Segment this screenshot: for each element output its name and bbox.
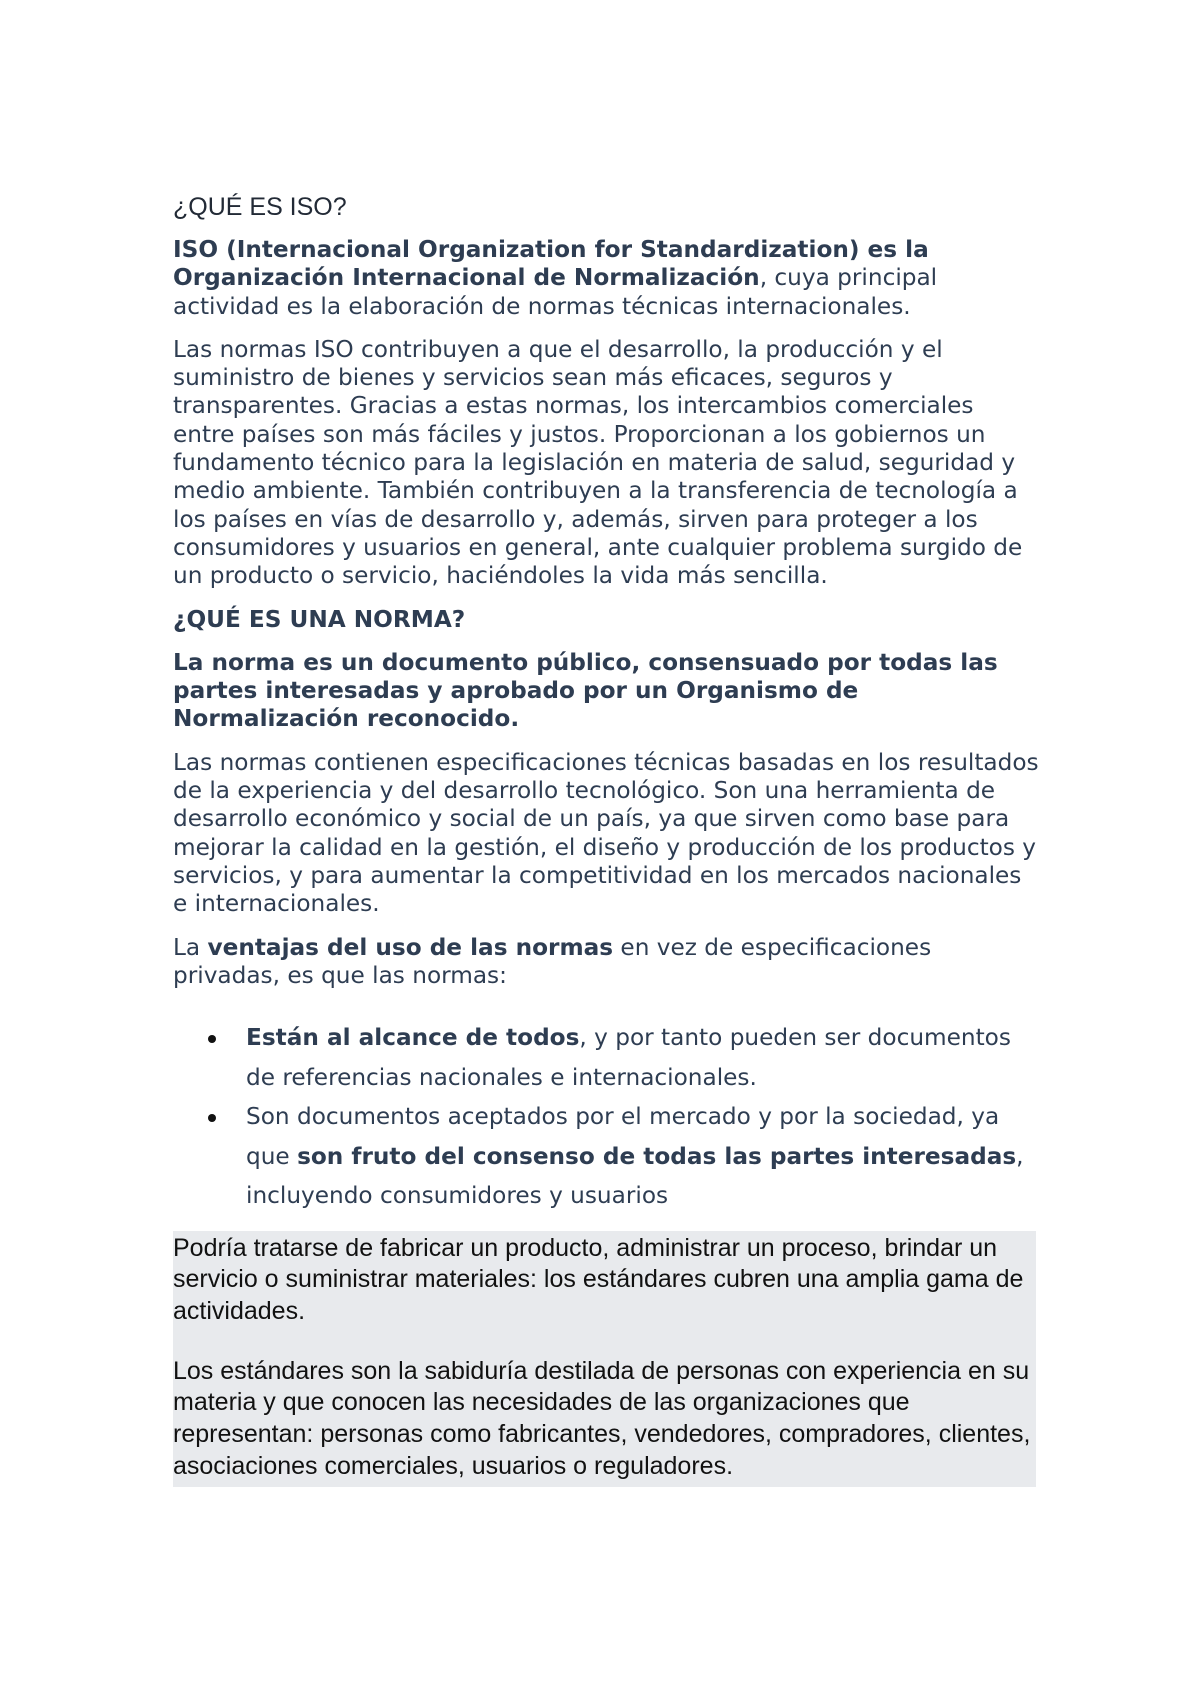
ventajas-pre: La — [173, 933, 208, 961]
ventajas-bold: ventajas del uso de las normas — [207, 933, 614, 961]
iso-body-paragraph: Las normas ISO contribuyen a que el desarrollo, la producción y el suministro de bienes y servicios sean más eficaces, seguros y transparentes. Gracias a estas normas, los intercambios comerciales entre países son más fáciles y justos. Proporcionan a los gobiernos un fundamento técnico para la legislación en materia de salud, seguridad y medio ambiente. También contribuyen a la transferencia de tecnología a los países en vías de desarrollo y, además, sirven para proteger a los consumidores y usuarios en general, ante cualquier problema surgido de un producto o servicio, haciéndoles la vida más sencilla. — [173, 335, 1023, 590]
bullet-2-bold: son fruto del consenso de todas las partes interesadas — [297, 1142, 1017, 1170]
bullet-2-rest: , incluyendo consumidores y usuarios — [246, 1142, 1024, 1210]
ventajas-list — [173, 1018, 1040, 1216]
iso-intro-bold: ISO (Internacional Organization for Standardization) es la Organización Internacional de Normalización — [173, 236, 929, 292]
bullet-icon — [208, 1114, 216, 1122]
highlighted-note — [173, 1231, 1036, 1487]
bullet-icon — [208, 1035, 216, 1043]
norma-definition — [173, 649, 1040, 734]
list-item — [173, 1097, 1040, 1216]
norma-definition-bold: La norma es un documento público, consensuado por todas las partes interesadas y aprobado por un Organismo de Normalización reconocido. — [173, 648, 998, 733]
bullet-1-bold: Están al alcance de todos — [246, 1024, 580, 1052]
norma-heading: ¿QUÉ ES UNA NORMA? — [173, 605, 466, 633]
page-title: ¿QUÉ ES ISO? — [173, 193, 347, 221]
bullet-2-pre: Son documentos aceptados por el mercado y por la sociedad, ya que — [246, 1103, 1000, 1170]
spacer — [173, 990, 1040, 1018]
iso-intro-rest: , cuya principal actividad es la elaboración de normas técnicas internacionales. — [173, 264, 938, 320]
document-page — [173, 192, 1040, 1487]
note-paragraph-2: Los estándares son la sabiduría destilada de personas con experiencia en su materia y que conocen las necesidades de las organizaciones que representan: personas como fabricantes, vendedores, compradores, clientes, asociaciones comerciales, usuarios o reguladores. — [173, 1356, 1031, 1480]
iso-intro-paragraph — [173, 236, 1040, 321]
note-paragraph-1: Podría tratarse de fabricar un producto, administrar un proceso, brindar un servicio o suministrar materiales: los estándares cubren una amplia gama de actividades. — [173, 1233, 1024, 1326]
norma-body-paragraph: Las normas contienen especificaciones técnicas basadas en los resultados de la experiencia y del desarrollo tecnológico. Son una herramienta de desarrollo económico y social de un país, ya que sirven como base para mejorar la calidad en la gestión, el diseño y producción de los productos y servicios, y para aumentar la competitividad en los mercados nacionales e internacionales. — [173, 748, 1039, 918]
list-item — [173, 1018, 1040, 1097]
ventajas-post: en vez de especificaciones privadas, es que las normas: — [173, 933, 932, 989]
ventajas-paragraph — [173, 934, 1040, 991]
bullet-1-rest: , y por tanto pueden ser documentos de referencias nacionales e internacionales. — [246, 1024, 1011, 1091]
